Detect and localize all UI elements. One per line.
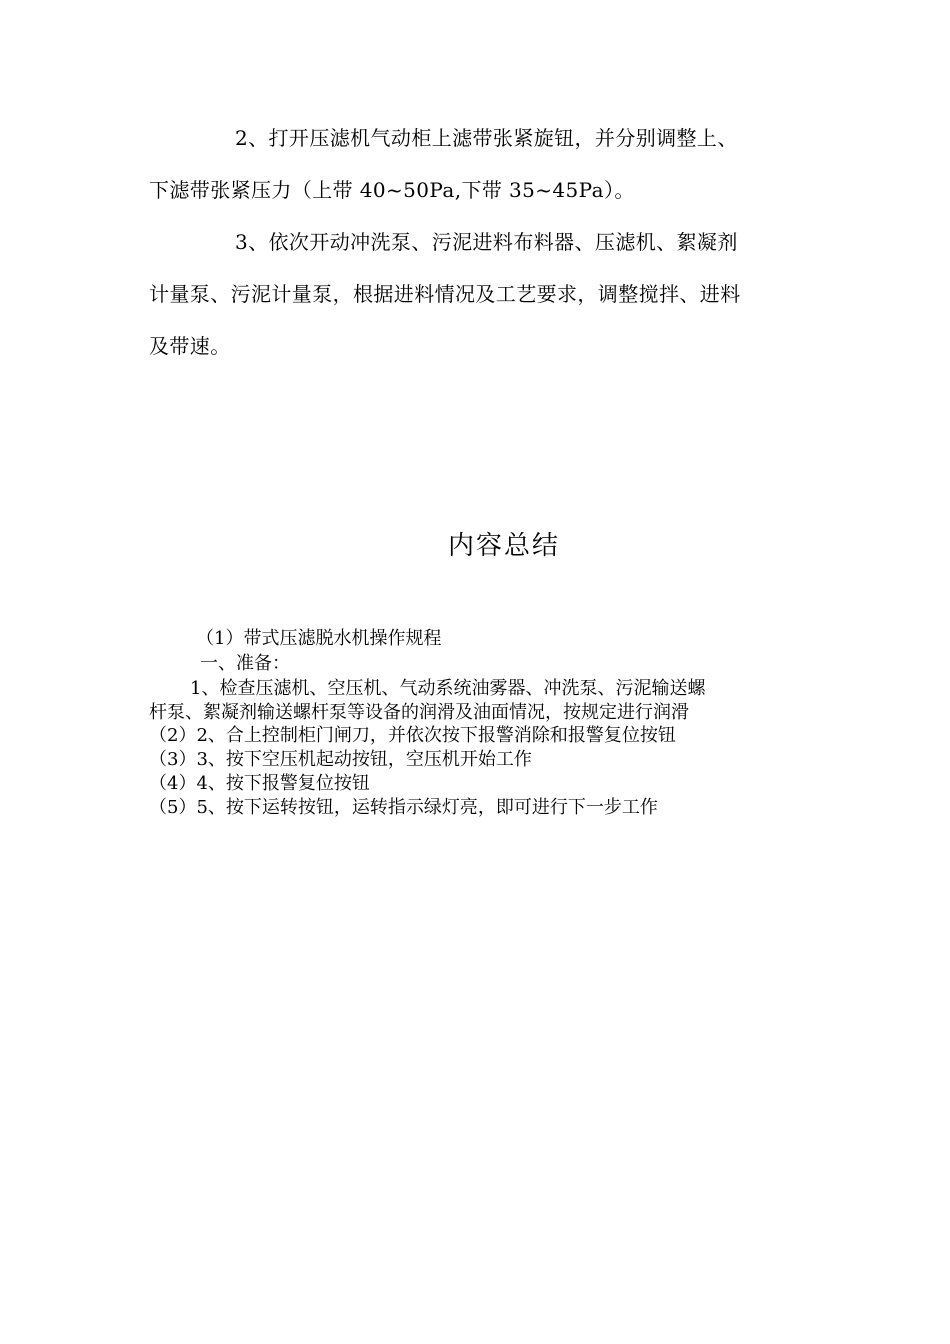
summary-line: 1、检查压滤机、空压机、气动系统油雾器、冲洗泵、污泥输送螺 xyxy=(190,678,706,699)
summary-line: （2）2、合上控制柜门闸刀，并依次按下报警消除和报警复位按钮 xyxy=(149,725,676,746)
summary-line: （3）3、按下空压机起动按钮，空压机开始工作 xyxy=(149,749,532,770)
paragraph-2-line-1: 2、打开压滤机气动柜上滤带张紧旋钮，并分别调整上、 xyxy=(235,126,738,150)
summary-line: 一、准备： xyxy=(200,653,290,674)
paragraph-3-line-3: 及带速。 xyxy=(149,334,231,358)
summary-line: （4）4、按下报警复位按钮 xyxy=(149,773,370,794)
paragraph-2-line-2: 下滤带张紧压力（上带 40~50Pa,下带 35~45Pa）。 xyxy=(149,178,635,202)
summary-line: （1）带式压滤脱水机操作规程 xyxy=(196,628,442,649)
paragraph-3-line-1: 3、依次开动冲洗泵、污泥进料布料器、压滤机、絮凝剂 xyxy=(235,230,738,254)
summary-line: 杆泵、絮凝剂输送螺杆泵等设备的润滑及油面情况，按规定进行润滑 xyxy=(149,702,689,723)
summary-line: （5）5、按下运转按钮，运转指示绿灯亮，即可进行下一步工作 xyxy=(149,797,658,818)
paragraph-3-line-2: 计量泵、污泥计量泵，根据进料情况及工艺要求，调整搅拌、进料 xyxy=(149,282,741,306)
summary-title: 内容总结 xyxy=(447,531,560,561)
